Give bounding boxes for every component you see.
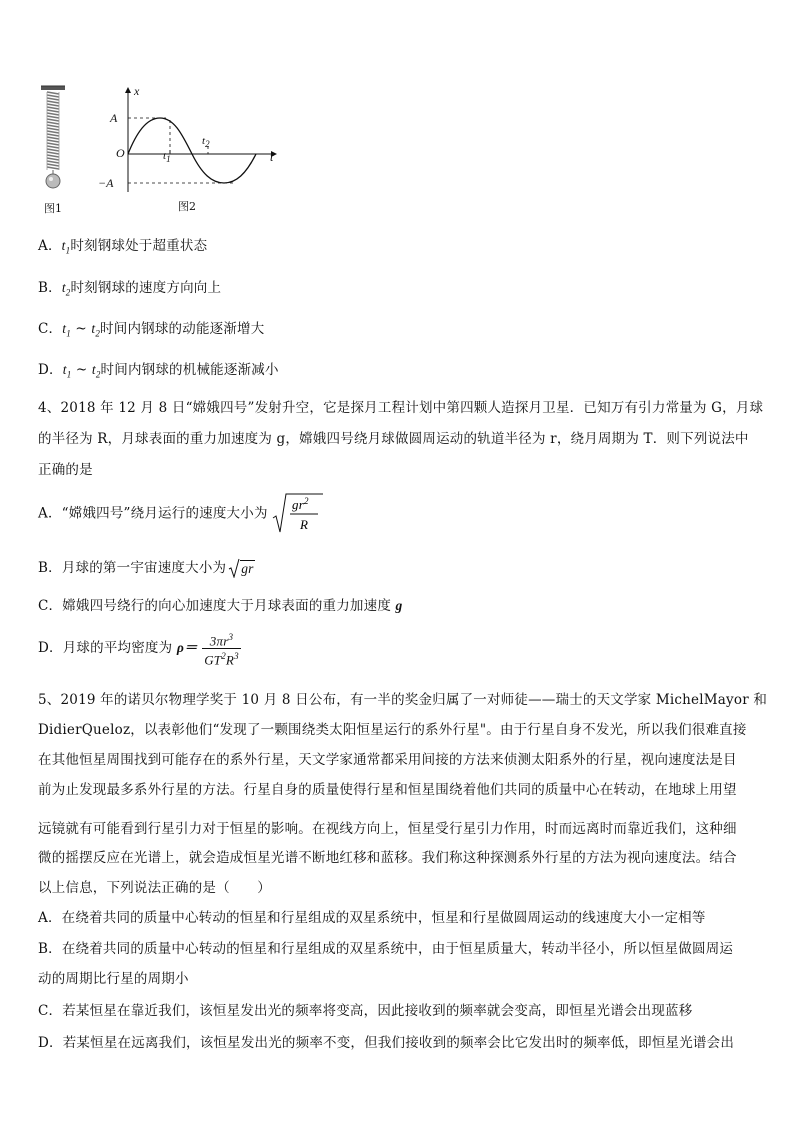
q5-option-b-line-1: B．在绕着共同的质量中心转动的恒星和行星组成的双星系统中，由于恒星质量大，转动半径小，所以恒星做圆周运: [38, 941, 734, 957]
neg-amplitude-label: −A: [98, 176, 114, 190]
var-sub: 2: [95, 328, 101, 339]
option-text: C．嫦娥四号绕行的向心加速度大于月球表面的重力加速度: [38, 598, 392, 614]
frac-numerator: [202, 630, 241, 649]
t1-sub: 1: [166, 154, 171, 165]
sqrt-expression: [272, 492, 324, 536]
var-sub: 2: [95, 369, 101, 380]
q5-stem-line-2: DidierQueloz，以表彰他们“发现了一颗围绕类太阳恒星运行的系外行星"。由于行星自身不发光，所以我们很难直接: [38, 722, 747, 738]
q5-option-a: A．在绕着共同的质量中心转动的恒星和行星组成的双星系统中，恒星和行星做圆周运动的线速度大小一定相等: [38, 910, 706, 926]
var-sub: 1: [65, 245, 71, 256]
den-sup2: 3: [234, 651, 239, 661]
option-letter: D．: [38, 362, 63, 378]
option-letter: B．: [38, 280, 62, 296]
var-t: t: [62, 362, 67, 377]
var-g: g: [395, 598, 403, 613]
tilde: ~: [70, 321, 92, 337]
q4-stem-line-2: 的半径为 R，月球表面的重力加速度为 g，嫦娥四号绕月球做圆周运动的轨道半径为 r，绕月周期为 T．则下列说法中: [38, 431, 749, 447]
option-letter: A．: [38, 238, 62, 254]
option-text: 时间内钢球的机械能逐渐减小: [100, 362, 279, 378]
num-text: 3πr: [209, 633, 229, 648]
q4-option-a: [38, 492, 324, 536]
fig2-caption: 图2: [178, 200, 196, 213]
sine-graph-figure: [96, 82, 286, 198]
tilde: ~: [71, 362, 92, 378]
frac-numerator: $gr^2$: [292, 496, 309, 512]
sqrt-gr: [228, 561, 254, 577]
q3-option-b: [38, 276, 221, 298]
option-text: A．“嫦娥四号”绕月运行的速度大小为: [38, 505, 268, 522]
axis-t-label: t: [270, 150, 274, 164]
den-mid: R: [225, 652, 235, 668]
q3-option-c: [38, 317, 264, 339]
q4-option-d: [38, 628, 241, 668]
origin-label: O: [116, 146, 125, 160]
option-text: 时刻钢球的速度方向向上: [70, 280, 222, 296]
q4-option-c: [38, 594, 402, 614]
sqrt-content: gr: [241, 560, 254, 576]
q3-option-d: [38, 358, 279, 380]
q5-stem-line-1: 5、2019 年的诺贝尔物理学奖于 10 月 8 日公布，有一半的奖金归属了一对师徒——瑞士的天文学家 MichelMayor 和: [38, 692, 768, 708]
var-t: t: [62, 321, 67, 336]
t1-label: [163, 150, 171, 164]
var-sub: 1: [66, 369, 72, 380]
sqrt-sign-icon: [228, 558, 240, 578]
q4-stem-line-1: 4、2018 年 12 月 8 日“嫦娥四号”发射升空，它是探月工程计划中第四颗人造探月卫星．已知万有引力常量为 G，月球: [38, 400, 764, 416]
frac-denominator: R: [300, 517, 309, 532]
t2-label: [202, 135, 210, 149]
q4-option-b: [38, 556, 255, 577]
frac-denominator: [202, 649, 241, 667]
option-text: 时刻钢球处于超重状态: [70, 238, 208, 254]
q5-option-d: D．若某恒星在远离我们，该恒星发出光的频率不变，但我们接收到的频率会比它发出时的频率低，即恒星光谱会出: [38, 1035, 735, 1051]
option-text: D．月球的平均密度为: [38, 640, 173, 656]
q4-stem-line-3: 正确的是: [38, 462, 93, 478]
var-sub: 1: [66, 328, 71, 339]
fig1-caption: 图1: [44, 202, 62, 215]
q5-stem-line-6: 微的摇摆反应在光谱上，就会造成恒星光谱不断地红移和蓝移。我们称这种探测系外行星的方法为视向速度法。结合: [38, 850, 737, 866]
amplitude-label: A: [110, 111, 118, 125]
var-t: t: [61, 280, 66, 295]
var-t: t: [91, 321, 96, 336]
var-sub: 2: [65, 287, 71, 298]
spring-ball-figure: [36, 84, 70, 196]
var-t: t: [61, 238, 66, 253]
q3-option-a: [38, 234, 207, 256]
frac-numerator-sup: 2: [304, 496, 309, 506]
den-sup1: 2: [221, 651, 226, 661]
rho-symbol: ρ＝: [176, 640, 198, 655]
q5-option-b-line-2: 动的周期比行星的周期小: [38, 971, 189, 987]
q5-stem-line-5: 远镜就有可能看到行星引力对于恒星的影响。在视线方向上，恒星受行星引力作用，时而远离时而靠近我们，这种细: [38, 821, 737, 837]
q5-stem-line-4: 前为止发现最多系外行星的方法。行星自身的质量使得行星和恒星围绕着他们共同的质量中心在转动，在地球上用望: [38, 782, 737, 798]
option-letter: C．: [38, 321, 63, 337]
density-fraction: [202, 630, 241, 668]
q5-option-c: C．若某恒星在靠近我们，该恒星发出光的频率将变高，因此接收到的频率就会变高，即恒星光谱会出现蓝移: [38, 1003, 693, 1019]
den-text: GT: [204, 652, 222, 668]
t2-var: t: [202, 135, 206, 147]
q5-stem-line-7: 以上信息，下列说法正确的是（ ）: [38, 880, 271, 896]
num-sup: 3: [228, 631, 234, 642]
q5-stem-line-3: 在其他恒星周围找到可能存在的系外行星，天文学家通常都采用间接的方法来侦测太阳系外的行星，视向速度法是目: [38, 752, 737, 768]
option-text: 时间内钢球的动能逐渐增大: [100, 321, 265, 337]
axis-x-label: x: [134, 84, 140, 98]
var-t: t: [91, 362, 96, 377]
option-text: B．月球的第一宇宙速度大小为: [38, 560, 227, 576]
sqrt-sign-icon: [272, 492, 324, 536]
t2-sub: 2: [205, 139, 210, 150]
t1-var: t: [163, 150, 167, 162]
